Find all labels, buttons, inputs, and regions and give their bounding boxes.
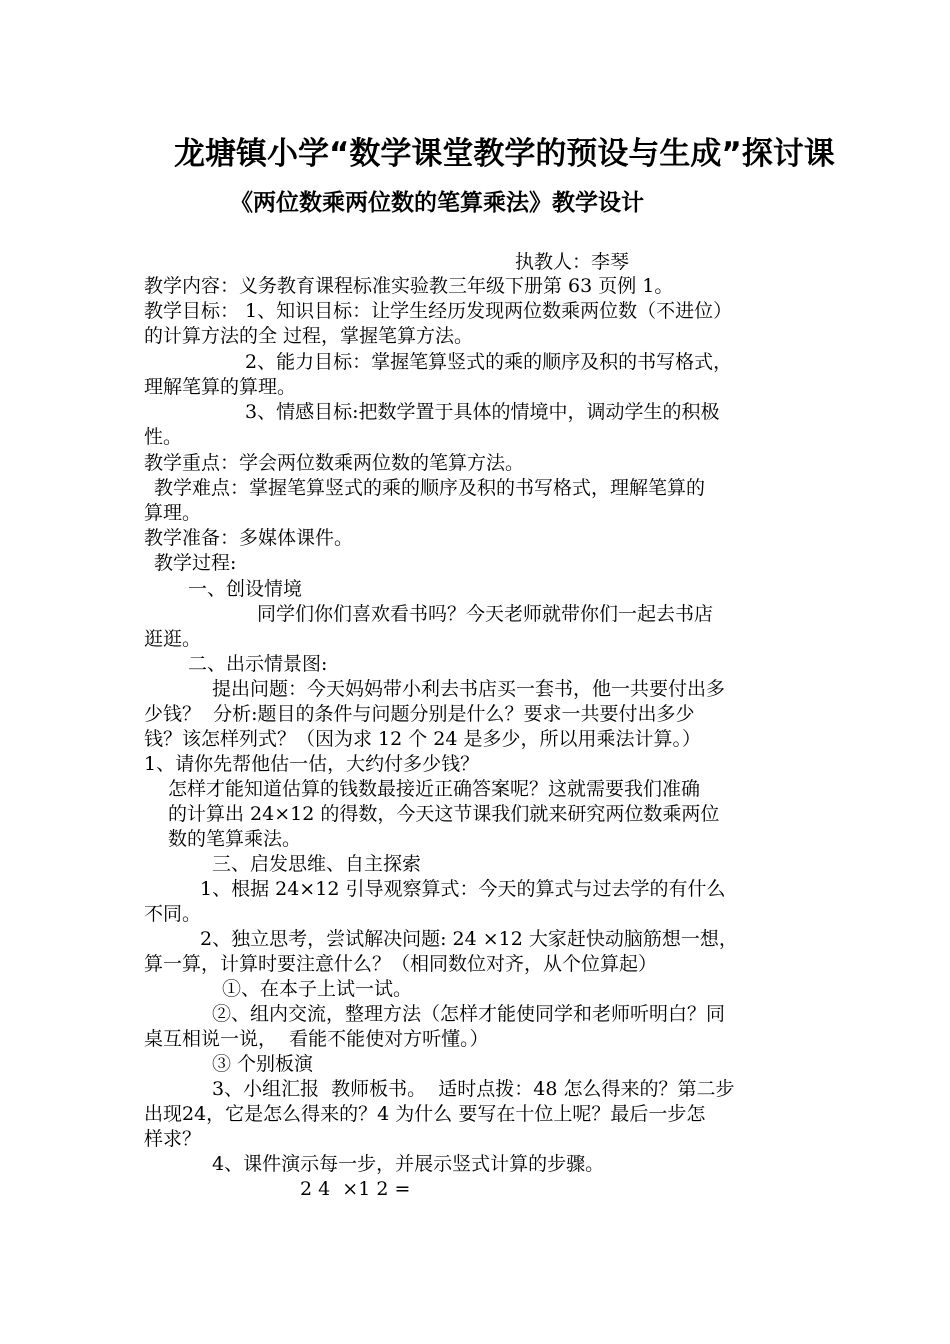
substep-one: ①、在本子上试一试。	[222, 978, 413, 1000]
process-heading: 教学过程:	[154, 552, 237, 574]
preparation-line: 教学准备：多媒体课件。	[144, 527, 354, 549]
objectives-line: 教学目标： 1、知识目标：让学生经历发现两位数乘两位数（不进位）	[144, 300, 733, 322]
question-line: 提出问题：今天妈妈带小利去书店买一套书，他一共要付出多	[212, 678, 726, 700]
step-four-line: 4、课件演示每一步，并展示竖式计算的步骤。	[212, 1153, 605, 1175]
step-three-line: 3、小组汇报 教师板书。 适时点拨：48 怎么得来的？第二步	[212, 1078, 735, 1100]
estimate-text-2: 的计算出 24×12 的得数，今天这节课我们就来研究两位数乘两位	[168, 803, 720, 825]
step-two-line: 2、独立思考，尝试解决问题: 24 ×12 大家赶快动脑筋想一想，	[200, 928, 738, 950]
step-one-line-cont: 不同。	[144, 903, 202, 925]
question-line-3: 钱？该怎样列式？（因为求 12 个 24 是多少，所以用乘法计算。）	[144, 728, 702, 750]
substep-three: ③ 个别板演	[212, 1053, 314, 1075]
vertical-calculation: 2 4 ×1 2 =	[300, 1178, 411, 1200]
section-one-text: 同学们你们喜欢看书吗？今天老师就带你们一起去书店	[257, 603, 714, 625]
difficulty-line-cont: 算理。	[144, 502, 202, 524]
section-one-heading: 一、创设情境	[188, 578, 303, 600]
step-two-line-cont: 算一算，计算时要注意什么？（相同数位对齐，从个位算起）	[144, 953, 658, 975]
ability-objective-line: 2、能力目标：掌握笔算竖式的乘的顺序及积的书写格式，	[245, 351, 733, 373]
substep-two: ②、组内交流，整理方法（怎样才能使同学和老师听明白？同	[212, 1003, 726, 1025]
objectives-line-cont: 的计算方法的全 过程，掌握笔算方法。	[144, 325, 474, 347]
step-three-line-2: 出现24，它是怎么得来的？4 为什么 要写在十位上呢？最后一步怎	[144, 1103, 706, 1125]
document-title: 龙塘镇小学“数学课堂教学的预设与生成”探讨课	[174, 136, 835, 172]
difficulty-line: 教学难点：掌握笔算竖式的乘的顺序及积的书写格式，理解笔算的	[154, 477, 706, 499]
teacher-line: 执教人：李琴	[515, 251, 630, 273]
step-one-line: 1、根据 24×12 引导观察算式：今天的算式与过去学的有什么	[200, 878, 726, 900]
key-point-line: 教学重点：学会两位数乘两位数的笔算方法。	[144, 452, 525, 474]
section-two-heading: 二、出示情景图:	[188, 653, 328, 675]
content-line: 教学内容：义务教育课程标准实验教三年级下册第 63 页例 1。	[144, 275, 674, 297]
estimate-text: 怎样才能知道估算的钱数最接近正确答案呢？这就需要我们准确	[168, 778, 701, 800]
emotion-objective-line: 3、情感目标:把数学置于具体的情境中，调动学生的积极	[245, 401, 720, 423]
substep-two-cont: 桌互相说一说， 看能不能使对方听懂。）	[144, 1028, 489, 1050]
document-subtitle: 《两位数乘两位数的笔算乘法》教学设计	[230, 190, 644, 216]
estimate-text-3: 数的笔算乘法。	[168, 828, 302, 850]
step-three-line-3: 样求？	[144, 1128, 202, 1150]
section-three-heading: 三、启发思维、自主探索	[212, 853, 422, 875]
emotion-objective-line-cont: 性。	[144, 426, 183, 448]
estimate-line: 1、请你先帮他估一估，大约付多少钱？	[144, 753, 480, 775]
question-line-2: 少钱？ 分析:题目的条件与问题分别是什么？要求一共要付出多少	[144, 703, 695, 725]
section-one-text-cont: 逛逛。	[144, 628, 202, 650]
ability-objective-line-cont: 理解笔算的算理。	[144, 376, 297, 398]
